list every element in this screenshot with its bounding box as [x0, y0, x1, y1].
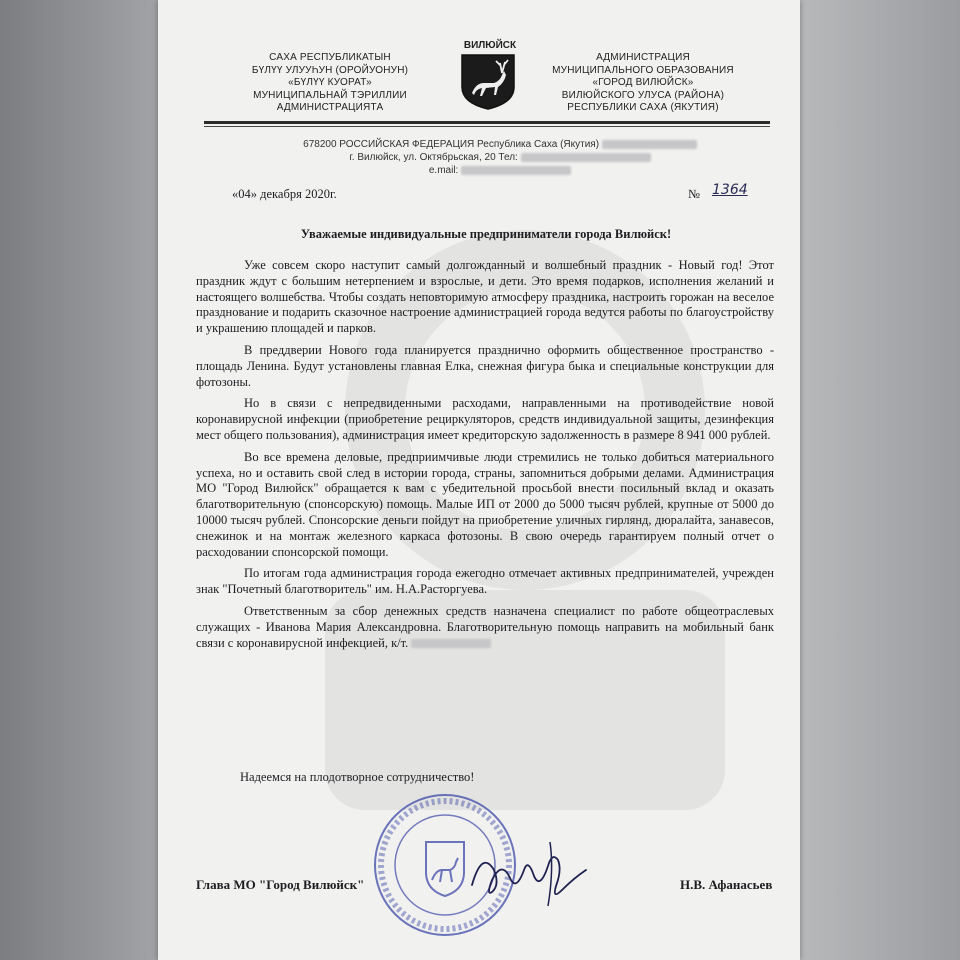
header-left-line: БҮЛҮҮ УЛУУҺУН (ОРОЙУОНУН): [251, 64, 409, 76]
letter-number-handwritten: 1364: [712, 182, 748, 198]
emblem-title: ВИЛЮЙСК: [463, 40, 517, 51]
letter-date: «04» декабря 2020г.: [232, 187, 337, 201]
header-right-line: «ГОРОД ВИЛЮЙСК»: [592, 77, 694, 88]
address-line: 678200 РОССИЙСКАЯ ФЕДЕРАЦИЯ Республика Саха (Якутия): [303, 139, 600, 150]
redacted-text: [521, 153, 651, 162]
address-email-line: e.mail:: [428, 165, 459, 176]
photo-background-left: [0, 0, 160, 960]
letter-number-label: №: [688, 187, 700, 201]
body-paragraph: Уже совсем скоро наступит самый долгожданный и волшебный праздник - Новый год! Этот праздник ждут с большим нетерпением и взрослые, и дети. Это время подарков, исполнения желаний и настоящего волшебства. Чтобы создать неповторимую атмосферу праздника, настроить горожан на веселое празднование и подарить сказочное настроение администрацией города ведутся работы по благоустройству и украшению площадей и парков.: [196, 258, 774, 336]
body-paragraph: По итогам года администрация города ежегодно отмечает активных предпринимателей, учрежден знак "Почетный благотворитель" им. Н.А.Расторгуева.: [196, 566, 774, 597]
body-paragraph-last: [196, 604, 774, 651]
redacted-text: [602, 140, 697, 149]
address-phone-line: г. Вилюйск, ул. Октябрьская, 20 Тел:: [349, 152, 518, 163]
photo-background-right: [794, 0, 960, 960]
body-paragraph: Но в связи с непредвиденными расходами, направленными на противодействие новой коронавирусной инфекции (приобретение рециркуляторов, средств индивидуальной защиты, дезинфекция мест общего пользования), администрация имеет кредиторскую задолженность в размере 8 941 000 рублей.: [196, 396, 774, 442]
signatory-title: Глава МО "Город Вилюйск": [196, 877, 365, 892]
header-right-line: РЕСПУБЛИКИ САХА (ЯКУТИЯ): [567, 102, 719, 113]
body-paragraph: Во все времена деловые, предприимчивые люди стремились не только добиться материального успеха, но и оставить свой след в истории города, страны, запомниться добрыми делами. Администрация МО "Город Вилюйск" обращается к вам с убедительной просьбой внести посильный вклад и оказать благотворительную (спонсорскую) помощь. Малые ИП от 2000 до 5000 тысяч рублей, крупные от 5000 до 10000 тысяч рублей. Спонсорские деньги пойдут на приобретение уличных гирлянд, дюралайта, занавесов, снежинок и на монтаж железного каркаса фотозоны. В свою очередь гарантируем полный отчет о расходовании спонсорской помощи.: [196, 449, 774, 559]
header-left-line: САХА РЕСПУБЛИКАТЫН: [269, 52, 391, 63]
signatory-name: Н.В. Афанасьев: [680, 877, 773, 892]
salutation: Уважаемые индивидуальные предприниматели города Вилюйск!: [300, 227, 672, 241]
header-left-line: «БҮЛҮҮ КУОРАТ»: [288, 77, 372, 88]
header-left-block: [216, 52, 444, 115]
header-divider-thick: [204, 121, 770, 124]
body-paragraph-text: Ответственным за сбор денежных средств назначена специалист по работе общеотраслевых служащих - Иванова Мария Александровна. Благотворительную помощь направить на мобильный банк связи с коронавирусной инфекцией, к/т.: [196, 603, 774, 650]
letter-body: [196, 258, 774, 661]
deer-coat-of-arms-icon: [458, 53, 518, 111]
closing-line: Надеемся на плодотворное сотрудничество!: [240, 770, 475, 784]
redacted-text: [411, 639, 491, 648]
header-right-block: [518, 52, 768, 115]
header-divider-thin: [204, 126, 770, 127]
address-block: [300, 138, 700, 177]
body-paragraph: В преддверии Нового года планируется празднично оформить общественное пространство - площадь Ленина. Будут установлены главная Елка, снежная фигура быка и специальные конструкции для фотозоны.: [196, 342, 774, 389]
header-right-line: ВИЛЮЙСКОГО УЛУСА (РАЙОНА): [561, 89, 725, 101]
header-right-line: МУНИЦИПАЛЬНОГО ОБРАЗОВАНИЯ: [552, 64, 734, 76]
header-left-line: МУНИЦИПАЛЬНАЙ ТЭРИЛЛИИ: [253, 89, 407, 101]
header-left-line: АДМИНИСТРАЦИЯТА: [276, 102, 384, 113]
redacted-text: [461, 166, 571, 175]
header-right-line: АДМИНИСТРАЦИЯ: [596, 52, 690, 63]
handwritten-signature-icon: [462, 830, 592, 910]
